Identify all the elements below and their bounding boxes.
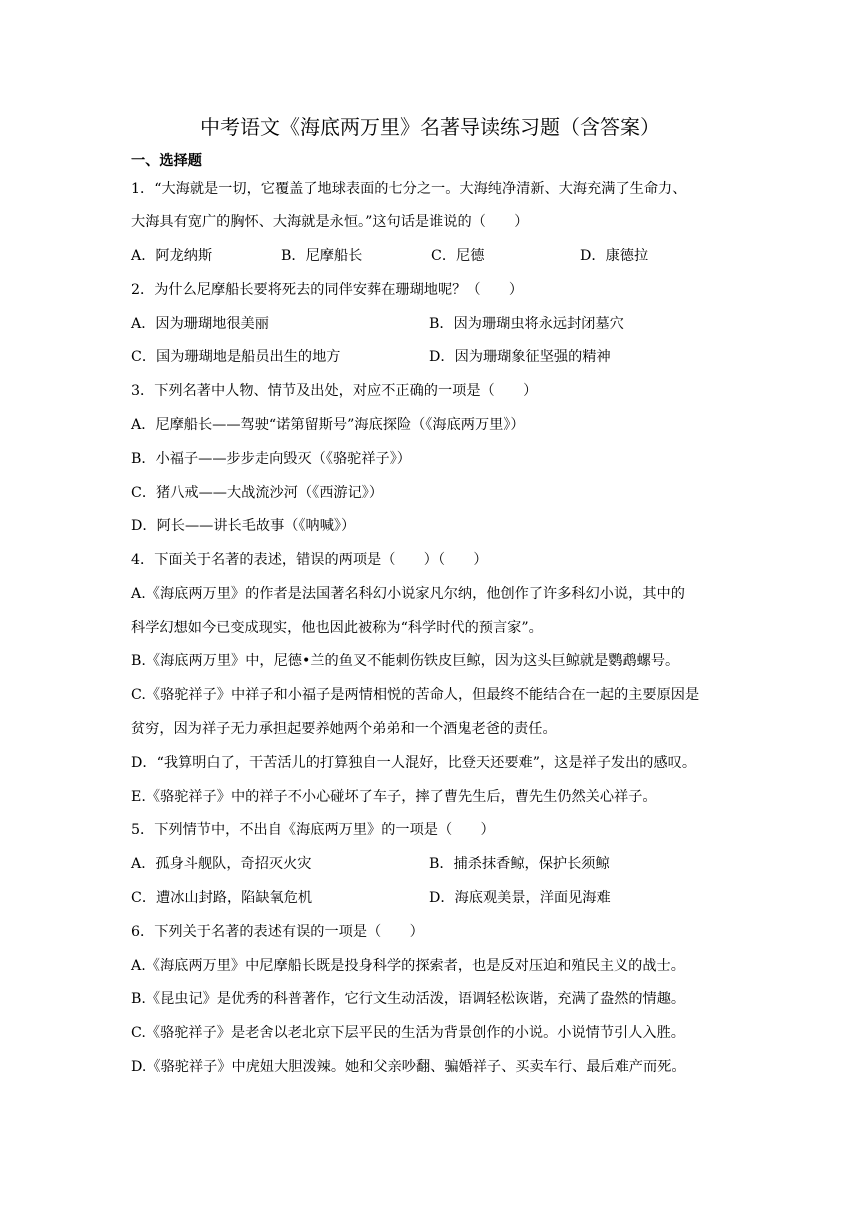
question-4-option-e: E.《骆驼祥子》中的祥子不小心碰坏了车子，摔了曹先生后，曹先生仍然关心祥子。 <box>131 789 657 805</box>
question-6-option-b: B.《昆虫记》是优秀的科普著作，它行文生动活泼，语调轻松诙谐，充满了盎然的情趣。 <box>131 991 686 1007</box>
question-6-option-d: D.《骆驼祥子》中虎妞大胆泼辣。她和父亲吵翻、骗婚祥子、买卖车行、最后难产而死。 <box>131 1059 686 1075</box>
question-1-stem-line-2: 大海具有宽广的胸怀、大海就是永恒。”这句话是谁说的（ ） <box>131 214 529 230</box>
question-4-stem: 4．下面关于名著的表述，错误的两项是（ ）（ ） <box>131 552 488 568</box>
question-3-option-d: D．阿长——讲长毛故事（《呐喊》） <box>131 518 356 534</box>
question-4-option-a-line-2: 科学幻想如今已变成现实，他也因此被称为“科学时代的预言家”。 <box>131 620 543 636</box>
question-1-option-a: A．阿龙纳斯 <box>131 248 213 264</box>
question-4-option-c-line-1: C.《骆驼祥子》中祥子和小福子是两情相悦的苦命人，但最终不能结合在一起的主要原因是 <box>131 687 700 703</box>
question-5-stem: 5．下列情节中，不出自《海底两万里》的一项是（ ） <box>131 822 495 838</box>
question-1-option-b: B．尼摩船长 <box>281 248 363 264</box>
question-3-option-a: A．尼摩船长——驾驶“诺第留斯号”海底探险（《海底两万里》） <box>131 417 525 433</box>
question-3-option-b: B．小福子——步步走向毁灭（《骆驼祥子》） <box>131 451 411 467</box>
page-title: 中考语文《海底两万里》名著导读练习题（含答案） <box>200 115 660 139</box>
question-1-option-c: C．尼德 <box>431 248 485 264</box>
section-heading: 一、选择题 <box>131 153 202 169</box>
question-5-option-b: B．捕杀抹香鲸，保护长须鲸 <box>429 856 610 872</box>
question-1-option-d: D．康德拉 <box>580 248 649 264</box>
question-4-option-d: D．“我算明白了，干苦活儿的打算独自一人混好，比登天还要难”，这是祥子发出的感叹。 <box>131 755 697 771</box>
question-5-option-d: D．海底观美景，洋面见海难 <box>429 890 611 906</box>
question-6-option-c: C.《骆驼祥子》是老舍以老北京下层平民的生活为背景创作的小说。小说情节引人入胜。 <box>131 1025 685 1041</box>
question-4-option-a-line-1: A.《海底两万里》的作者是法国著名科幻小说家凡尔纳，他创作了许多科幻小说，其中的 <box>131 586 685 602</box>
question-2-stem: 2．为什么尼摩船长要将死去的同伴安葬在珊瑚地呢？（ ） <box>131 282 524 298</box>
question-5-option-a: A．孤身斗舰队，奇招灭火灾 <box>131 856 312 872</box>
question-3-stem: 3．下列名著中人物、情节及出处，对应不正确的一项是（ ） <box>131 383 538 399</box>
question-2-option-b: B．因为珊瑚虫将永远封闭墓穴 <box>429 316 624 332</box>
question-4-option-c-line-2: 贫穷，因为祥子无力承担起要养她两个弟弟和一个酒鬼老爸的责任。 <box>131 721 557 737</box>
question-6-option-a: A.《海底两万里》中尼摩船长既是投身科学的探索者，也是反对压迫和殖民主义的战士。 <box>131 958 685 974</box>
question-2-option-d: D．因为珊瑚象征坚强的精神 <box>429 349 611 365</box>
question-3-option-c: C．猪八戒——大战流沙河（《西游记》） <box>131 485 384 501</box>
question-2-option-a: A．因为珊瑚地很美丽 <box>131 316 269 332</box>
question-4-option-b: B.《海底两万里》中，尼德•兰的鱼叉不能刺伤铁皮巨鲸，因为这头巨鲸就是鹦鹉螺号。 <box>131 653 680 669</box>
question-5-option-c: C．遭冰山封路，陷缺氧危机 <box>131 890 313 906</box>
question-1-stem-line-1: 1．“大海就是一切，它覆盖了地球表面的七分之一。大海纯净清新、大海充满了生命力、 <box>131 181 687 197</box>
question-6-stem: 6．下列关于名著的表述有误的一项是（ ） <box>131 924 424 940</box>
question-2-option-c: C．国为珊瑚地是船员出生的地方 <box>131 349 341 365</box>
